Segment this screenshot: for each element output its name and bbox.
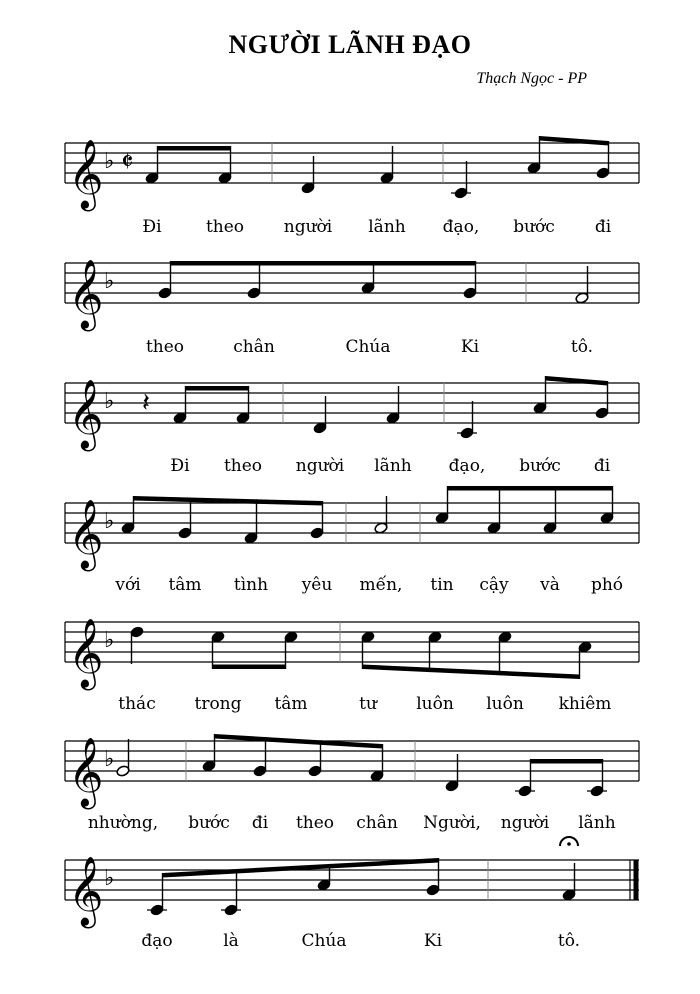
key-signature-flat: ♭ [104, 628, 115, 653]
lyric-syllable: chân [356, 813, 398, 833]
lyric-syllable: đạo, [442, 217, 480, 237]
lyric-syllable: tô. [570, 337, 594, 357]
lyric-syllable: người [500, 813, 550, 833]
lyric-syllable: Đi [142, 217, 162, 237]
lyric-syllable: mến, [359, 575, 403, 595]
treble-clef: 𝄞 [68, 737, 104, 807]
lyric-syllable: Đi [170, 456, 190, 476]
lyric-syllable: theo [145, 337, 185, 357]
lyric-syllable: luôn [416, 694, 454, 714]
beam [531, 759, 603, 764]
lyric-syllable: là [223, 931, 239, 951]
song-title: NGƯỜI LÃNH ĐẠO [228, 30, 472, 59]
beam [213, 665, 286, 670]
lyric-syllable: Ki [423, 931, 443, 951]
lyric-syllable: trong [194, 694, 242, 714]
staff-system-6 [65, 734, 639, 833]
lyric-syllable: tin [430, 575, 454, 595]
lyric-syllable: lãnh [368, 217, 406, 237]
beam [186, 386, 249, 391]
lyric-syllable: lãnh [578, 813, 616, 833]
treble-clef: 𝄞 [68, 259, 104, 329]
lyric-syllable: tình [233, 575, 269, 595]
lyric-syllable: tâm [168, 575, 202, 595]
staff-system-7 [65, 837, 639, 951]
lyric-syllable: chân [233, 337, 275, 357]
beam [363, 665, 580, 680]
lyric-syllable: đi [594, 217, 612, 237]
beam [134, 496, 323, 506]
lyric-syllable: phó [590, 575, 624, 595]
staff-system-1 [65, 136, 639, 237]
treble-clef: 𝄞 [68, 139, 104, 209]
fermata-dot [567, 842, 571, 846]
time-signature-cut: 𝄵 [121, 145, 134, 178]
beam [540, 136, 609, 146]
lyric-syllable: người [295, 456, 345, 476]
lyric-syllable: đi [251, 813, 269, 833]
staff-system-2 [65, 259, 639, 357]
lyric-syllable: đạo [141, 931, 173, 951]
lyric-syllable: nhường, [87, 813, 159, 833]
lyric-syllable: yêu [301, 575, 333, 595]
key-signature-flat: ♭ [104, 149, 115, 174]
lyric-syllable: theo [295, 813, 335, 833]
lyric-syllable: đi [593, 456, 611, 476]
lyric-syllable: Ki [460, 337, 480, 357]
beam [163, 858, 439, 878]
quarter-rest: 𝄽 [142, 388, 150, 418]
key-signature-flat: ♭ [104, 269, 115, 294]
beam [546, 376, 608, 386]
staff-system-4 [65, 486, 639, 595]
treble-clef: 𝄞 [68, 499, 104, 569]
lyric-syllable: tô. [557, 931, 581, 951]
lyric-syllable: đạo, [448, 456, 486, 476]
lyric-syllable: cậy [479, 575, 509, 595]
key-signature-flat: ♭ [104, 509, 115, 534]
lyric-syllable: Chúa [345, 337, 391, 357]
beam [171, 261, 476, 266]
staff-system-5 [65, 618, 639, 714]
treble-clef: 𝄞 [68, 618, 104, 688]
treble-clef: 𝄞 [68, 856, 104, 926]
lyric-syllable: và [540, 575, 560, 595]
lyric-syllable: luôn [486, 694, 524, 714]
key-signature-flat: ♭ [104, 747, 115, 772]
lyric-syllable: Chúa [301, 931, 347, 951]
lyric-syllable: bước [188, 813, 230, 833]
lyric-syllable: tư [359, 694, 377, 714]
lyric-syllable: người [283, 217, 333, 237]
beam [158, 146, 231, 151]
staff-system-3 [65, 376, 639, 476]
treble-clef: 𝄞 [68, 379, 104, 449]
lyric-syllable: bước [519, 456, 561, 476]
lyric-syllable: với [115, 575, 141, 595]
lyric-syllable: lãnh [374, 456, 412, 476]
lyric-syllable: khiêm [558, 694, 612, 714]
lyric-syllable: bước [513, 217, 555, 237]
lyric-syllable: thác [118, 694, 156, 714]
beam [448, 486, 613, 491]
lyric-syllable: theo [223, 456, 263, 476]
lyric-syllable: Người, [423, 813, 481, 833]
lyric-syllable: theo [205, 217, 245, 237]
key-signature-flat: ♭ [104, 866, 115, 891]
key-signature-flat: ♭ [104, 389, 115, 414]
lyric-syllable: tâm [274, 694, 308, 714]
composer-credit: Thạch Ngọc - PP [476, 70, 587, 87]
